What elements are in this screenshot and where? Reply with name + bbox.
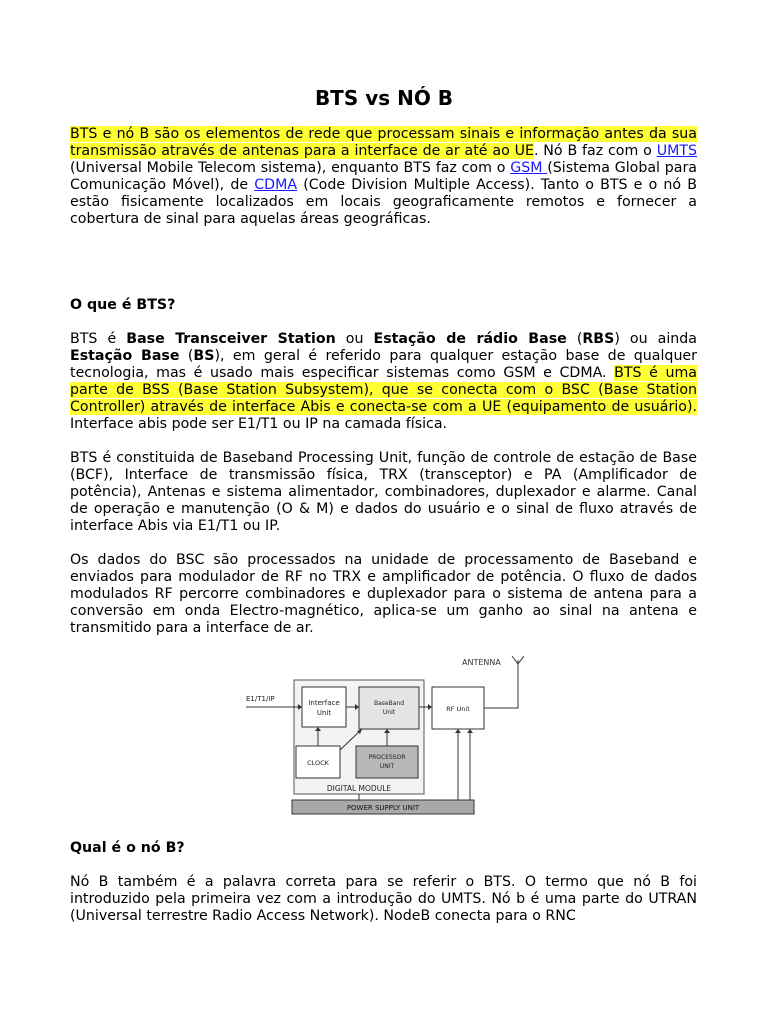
clock-label: CLOCK (307, 759, 329, 767)
rf-to-antenna-line (484, 692, 518, 708)
processor-unit-label-2: UNIT (379, 763, 395, 770)
interface-unit-box (302, 687, 346, 727)
bts-def-bold-5: BS (193, 348, 215, 364)
input-label: E1/T1/IP (246, 695, 275, 703)
baseband-rf-arrowhead (428, 704, 432, 710)
link-gsm[interactable]: GSM (510, 160, 548, 176)
baseband-unit-label-1: BaseBand (373, 700, 405, 707)
baseband-unit-label-2: Unit (382, 709, 396, 716)
bts-def-text-2: ou (335, 331, 374, 347)
bts-def-text-5: ( (179, 348, 194, 364)
bts-def-text-7: Interface abis pode ser E1/T1 ou IP na camada física. (70, 416, 448, 432)
intro-text-3: (Sistema Global para Comunicação Móvel), de (70, 160, 697, 193)
bts-def-text-3: ( (566, 331, 583, 347)
intro-text-2: (Universal Mobile Telecom sistema), enquanto BTS faz com o (70, 160, 511, 176)
antenna-icon (512, 656, 524, 692)
power-rf-arrowhead-2 (467, 729, 473, 733)
power-supply-label: POWER SUPPLY UNIT (346, 804, 420, 812)
bts-def-text-1: BTS é (70, 331, 127, 347)
interface-unit-label-1: Interface (308, 699, 340, 707)
digital-module-label: DIGITAL MODULE (326, 784, 392, 793)
processor-unit-label-1: PROCESSOR (368, 754, 406, 761)
bts-constituted-paragraph: BTS é constituida de Baseband Processing Unit, função de controle de estação de Base (BCF), Interface de transmissão física, TRX (transceptor) e PA (Amplificador de potência), Antenas e sistema alimentador, combinadores, duplexador e alarme. Canal de operação e manutenção (O & M) e dados do usuário e o sinal de fluxo através de interface Abis via E1/T1 ou IP. (70, 450, 697, 534)
rf-unit-label: RF Unit (446, 705, 470, 713)
bts-def-bold-1: Base Transceiver Station (126, 331, 336, 347)
link-cdma[interactable]: CDMA (254, 177, 298, 193)
bts-def-bold-2: Estação de rádio Base (373, 331, 567, 347)
bts-def-bold-3: RBS (582, 331, 615, 347)
intro-text-4: (Code Division Multiple Access). Tanto o BTS e o nó B estão fisicamente localizados em locais geograficamente remotos e fornecer a cobertura de sinal para aquelas áreas geográficas. (70, 177, 697, 227)
intro-text-1: . Nó B faz com o (533, 143, 657, 159)
baseband-unit-box (359, 687, 419, 729)
bts-definition-paragraph (70, 331, 697, 433)
interface-unit-label-2: Unit (316, 709, 332, 717)
intro-paragraph (70, 126, 697, 228)
bts-def-highlight: BTS é uma parte de BSS (Base Station Subsystem), que se conecta com o BSC (Base Station Controller) através de interface Abis e conecta-se com a UE (equipamento de usuário). (70, 365, 697, 415)
processor-unit-box (356, 746, 418, 778)
link-umts[interactable]: UMTS (656, 143, 697, 159)
nodeb-paragraph: Nó B também é a palavra correta para se referir o BTS. O termo que nó B foi introduzido pela primeira vez com a introdução do UMTS. Nó b é uma parte do UTRAN (Universal terrestre Radio Access Network). NodeB conecta para o RNC (70, 874, 697, 924)
bsc-data-paragraph: Os dados do BSC são processados na unidade de processamento de Baseband e enviados para modulador de RF no TRX e amplificador de potência. O fluxo de dados modulados RF percorre combinadores e duplexador para o sistema de antena para a conversão em onda Electro-magnético, aplica-se um ganho ao sinal na antena e transmitido para a interface de ar. (70, 552, 697, 636)
bts-def-bold-4: Estação Base (70, 348, 180, 364)
document-title: BTS vs NÓ B (314, 86, 454, 110)
intro-highlight: BTS e nó B são os elementos de rede que processam sinais e informação antes da sua transmissão através de antenas para a interface de ar até ao UE (70, 126, 697, 159)
power-rf-arrowhead (455, 729, 461, 733)
heading-what-is-nodeb: Qual é o nó B? (70, 840, 185, 856)
bts-def-text-4: ) ou ainda (614, 331, 697, 347)
antenna-label: ANTENNA (462, 658, 501, 667)
heading-what-is-bts: O que é BTS? (70, 297, 176, 313)
bts-block-diagram (244, 654, 524, 822)
bts-def-text-6: ), em geral é referido para qualquer estação base de qualquer tecnologia, mas é usado mais especificar sistemas como GSM e CDMA. (70, 348, 697, 381)
